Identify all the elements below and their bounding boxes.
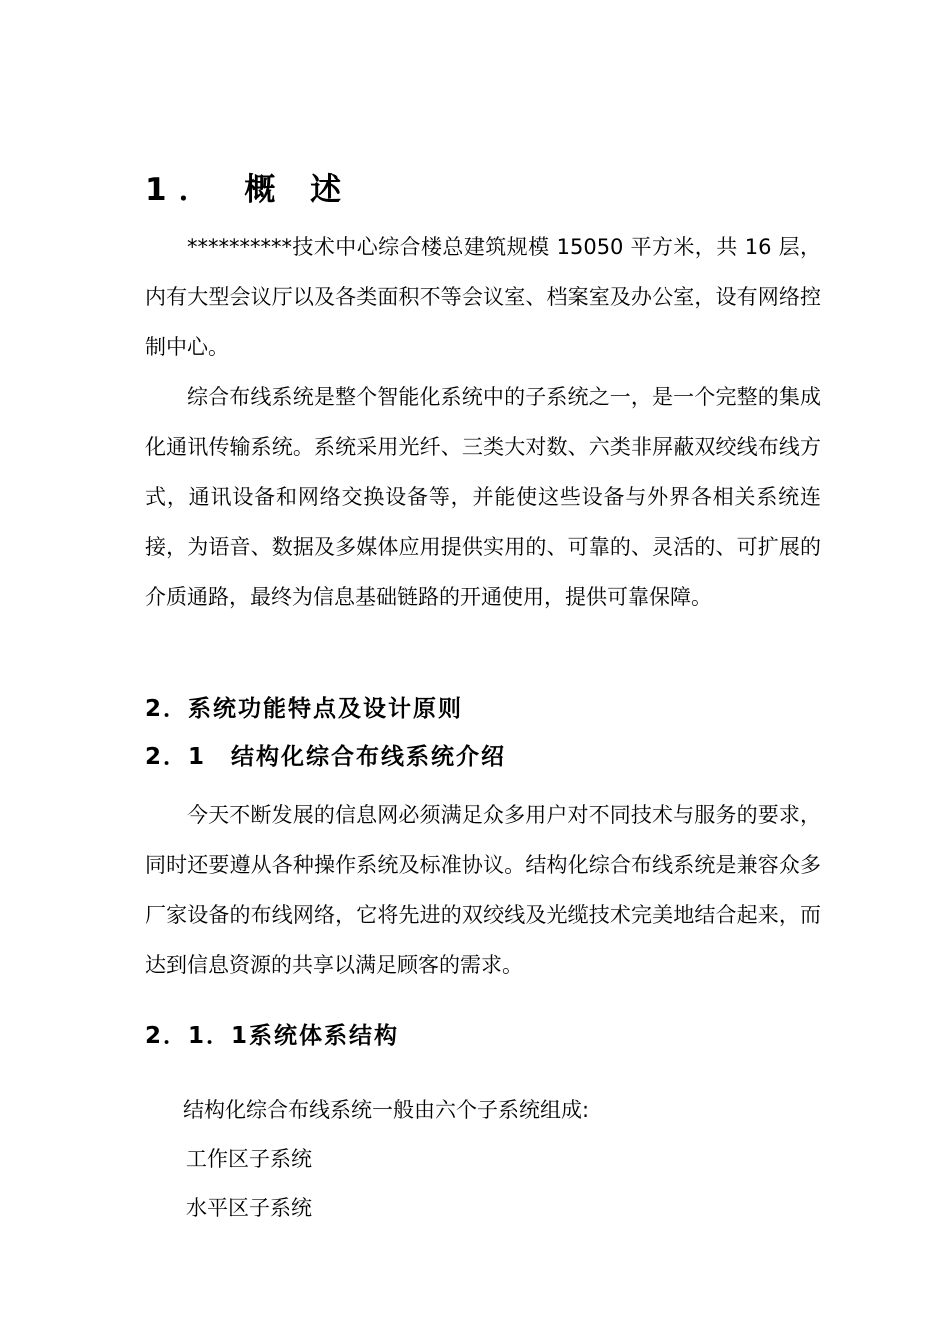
overview-paragraph-1: **********技术中心综合楼总建筑规模 15050 平方米，共 16 层，内有大型会议厅以及各类面积不等会议室、档案室及办公室，设有网络控制中心。 [145, 235, 821, 359]
overview-paragraph-2: 综合布线系统是整个智能化系统中的子系统之一，是一个完整的集成化通讯传输系统。系统采用光纤、三类大对数、六类非屏蔽双绞线布线方式，通讯设备和网络交换设备等，并能使这些设备与外界各相关系统连接，为语音、数据及多媒体应用提供实用的、可靠的、灵活的、可扩展的介质通路，最终为信息基础链路的开通使用，提供可靠保障。 [145, 385, 821, 609]
subsystem-item: 工作区子系统 [186, 1147, 312, 1171]
subsystem-intro: 结构化综合布线系统一般由六个子系统组成: [183, 1098, 590, 1122]
section-2-1-paragraph: 今天不断发展的信息网必须满足众多用户对不同技术与服务的要求，同时还要遵从各种操作系统及标准协议。结构化综合布线系统是兼容众多厂家设备的布线网络，它将先进的双绞线及光缆技术完美地结合起来，而达到信息资源的共享以满足顾客的需求。 [145, 803, 821, 977]
section-2-heading: 2．系统功能特点及设计原则 [145, 696, 464, 722]
subsystem-item: 水平区子系统 [186, 1196, 312, 1220]
section-2-1-heading: 2．1 结构化综合布线系统介绍 [145, 744, 507, 770]
section-2-1-1-heading: 2．1．1系统体系结构 [145, 1023, 400, 1049]
section-1-heading: 1． 概 述 [145, 172, 354, 208]
